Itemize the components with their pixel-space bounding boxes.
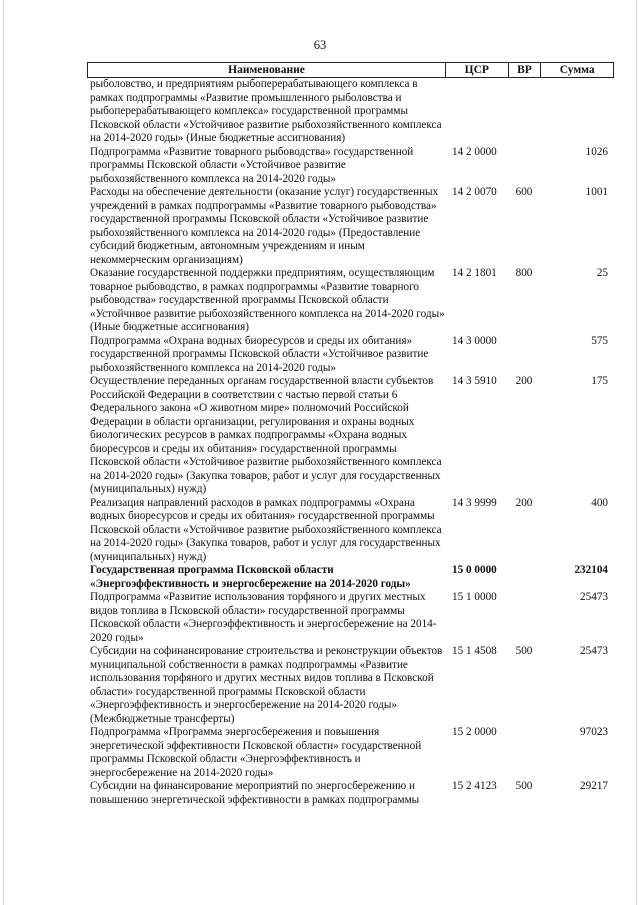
table-row <box>87 335 614 376</box>
table-row <box>87 497 614 565</box>
row-sum: 400 <box>591 496 608 509</box>
row-sum: 1026 <box>585 145 608 158</box>
row-name: Подпрограмма «Программа энергосбережения и повышения энергетической эффективности Псковской области» государственной программы Псковской области «Энергоэффективность и энергосбережение на 2014-2020 годы» <box>90 726 422 779</box>
scan-edge-right <box>636 0 637 905</box>
row-vr <box>508 146 540 187</box>
row-sum: 1001 <box>585 186 608 198</box>
row-csr: 14 2 0070 <box>452 186 497 198</box>
row-sum: 575 <box>591 334 608 347</box>
row-name: Государственная программа Псковской области «Энергоэффективность и энергосбережение на 2014-2020 годы» <box>90 564 411 590</box>
row-csr: 14 3 9999 <box>452 496 497 509</box>
row-csr: 15 1 4508 <box>452 645 497 657</box>
row-sum <box>540 78 612 146</box>
budget-table <box>87 62 614 807</box>
table-row <box>87 780 614 807</box>
page-number: 63 <box>313 38 327 52</box>
row-name: Субсидии на софинансирование строительства и реконструкции объектов муниципальной собственности в рамках подпрограммы «Развитие использования торфяного и других местных видов топлива в Псковской области» государственной программы Псковской области «Энергоэффективность и энергосбережение на 2014-2020 годы» (Межбюджетные трансферты) <box>90 645 443 725</box>
row-csr: 15 1 0000 <box>452 591 497 603</box>
table-row <box>87 267 614 335</box>
row-vr: 500 <box>515 645 533 657</box>
row-name: Осуществление переданных органам государственной власти субъектов Российской Федерации в соответствии с частью первой статьи 6 Федерального закона «О животном мире» полномочий Российской Федерации в области организации, регулирования и охраны водных биологических ресурсов в рамках подпрограммы «Охрана водных биоресурсов и среды их обитания» государственной программы Псковской области «Устойчивое развитие рыбохозяйственного комплекса на 2014-2020 годы» (Закупка товаров, работ и услуг для государственных (муниципальных) нужд) <box>90 375 442 495</box>
row-csr: 14 3 5910 <box>452 375 497 387</box>
row-sum: 25473 <box>580 645 608 657</box>
row-name: Реализация направлений расходов в рамках подпрограммы «Охрана водных биоресурсов и среды их обитания» государственной программы Псковской области «Устойчивое развитие рыбохозяйственного комплекса на 2014-2020 годы» (Закупка товаров, работ и услуг для государственных (муниципальных) нужд) <box>90 496 442 563</box>
row-name: рыболовство, и предприятиям рыбоперерабатывающего комплекса в рамках подпрограммы «Развитие промышленного рыболовства и рыбоперерабатывающего комплекса» государственной программы Псковской области «Устойчивое развитие рыбохозяйственного комплекса на 2014-2020 годы» (Иные бюджетные ассигнования) <box>90 78 442 144</box>
row-sum: 232104 <box>574 564 608 576</box>
row-csr <box>446 78 508 146</box>
table-row <box>87 375 614 497</box>
table-row <box>87 186 614 267</box>
row-sum: 29217 <box>580 780 608 792</box>
row-csr: 14 2 1801 <box>452 267 497 279</box>
row-name: Подпрограмма «Охрана водных биоресурсов и среды их обитания» государственной программы Псковской области «Устойчивое развитие рыбохозяйственного комплекса на 2014-2020 годы» <box>90 334 429 374</box>
table-row <box>87 726 614 780</box>
row-vr: 800 <box>515 267 533 279</box>
row-vr <box>508 591 540 645</box>
table-row <box>87 146 614 187</box>
header-sum: Сумма <box>540 63 613 77</box>
row-name: Субсидии на финансирование мероприятий по энергосбережению и повышению энергетической эффективности в рамках подпрограммы <box>90 780 420 806</box>
row-vr <box>508 78 540 146</box>
table-row <box>87 78 614 146</box>
scan-edge-left <box>3 0 4 905</box>
row-csr: 15 2 4123 <box>452 780 497 792</box>
row-csr: 14 3 0000 <box>452 334 497 347</box>
row-csr: 14 2 0000 <box>452 145 497 158</box>
table-row <box>87 591 614 645</box>
header-name: Наименование <box>228 64 305 76</box>
row-name: Оказание государственной поддержки предприятиям, осуществляющим товарное рыбоводство, в рамках подпрограммы «Развитие товарного рыбоводства» государственной программы Псковской области «Устойчивое развитие рыбохозяйственного комплекса на 2014-2020 годы» (Иные бюджетные ассигнования) <box>90 267 445 333</box>
row-name: Подпрограмма «Развитие использования торфяного и других местных видов топлива в Псковской области» государственной программы Псковской области «Энергоэффективность и энергосбережение на 2014-2020 годы» <box>90 591 437 644</box>
row-vr: 200 <box>515 496 533 509</box>
table-body <box>87 78 614 807</box>
row-vr: 500 <box>515 780 533 792</box>
row-vr <box>508 726 540 780</box>
row-vr <box>508 335 540 376</box>
row-sum: 175 <box>591 375 608 387</box>
row-vr: 600 <box>515 186 533 198</box>
row-sum: 25473 <box>580 591 608 603</box>
row-name: Расходы на обеспечение деятельности (оказание услуг) государственных учреждений в рамках подпрограммы «Развитие товарного рыбоводства» государственной программы Псковской области «Устойчивое развитие рыбохозяйственного комплекса на 2014-2020 годы» (Предоставление субсидий бюджетным, автономным учреждениям и иным некоммерческим организациям) <box>90 186 439 266</box>
row-name: Подпрограмма «Развитие товарного рыбоводства» государственной программы Псковской области «Устойчивое развитие рыбохозяйственного комплекса на 2014-2020 годы» <box>90 145 414 185</box>
row-sum: 25 <box>596 267 608 279</box>
table-header <box>87 62 614 78</box>
table-row <box>87 645 614 726</box>
header-csr: ЦСР <box>445 63 508 77</box>
row-sum: 97023 <box>580 726 608 738</box>
table-row <box>87 564 614 591</box>
row-csr: 15 0 0000 <box>452 564 497 576</box>
row-csr: 15 2 0000 <box>452 726 497 738</box>
header-vr: ВР <box>508 63 541 77</box>
row-vr <box>508 564 540 591</box>
row-vr: 200 <box>515 375 533 387</box>
